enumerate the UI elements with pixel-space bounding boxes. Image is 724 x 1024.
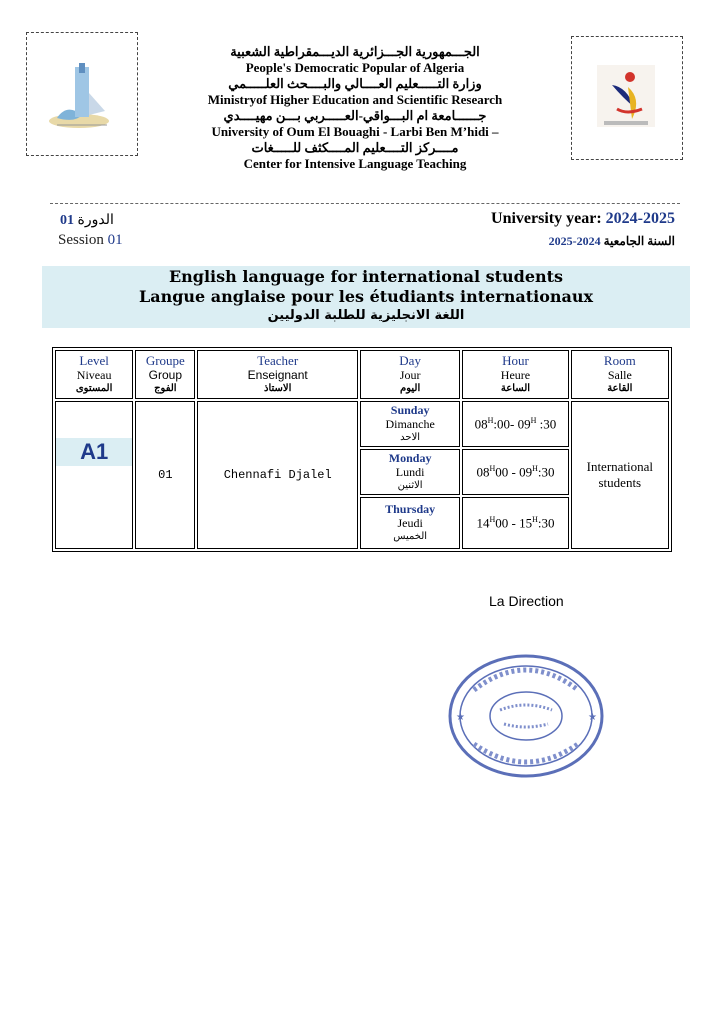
session-label-ar: الدورة bbox=[77, 213, 114, 228]
hour-start: 08 bbox=[476, 464, 490, 480]
header-en: Level bbox=[79, 352, 109, 368]
day-cell-monday bbox=[360, 449, 460, 495]
day-ar: الخميس bbox=[393, 531, 428, 542]
room-cell bbox=[571, 401, 669, 549]
header-divider bbox=[50, 203, 680, 204]
hour-mid: 00 - 09 bbox=[495, 464, 533, 480]
course-title-ar: اللغة الانجليزية للطلبة الدوليين bbox=[267, 308, 465, 323]
header-line-en-1: People's Democratic Popular of Algeria bbox=[245, 60, 465, 75]
day-ar: الاثنين bbox=[397, 480, 423, 491]
header-line-ar-1: الجـــمهورية الجـــزائرية الديـــمقراطية الشعبية bbox=[230, 44, 480, 59]
center-logo-frame bbox=[571, 36, 683, 160]
course-title-fr: Langue anglaise pour les étudiants internationaux bbox=[138, 287, 594, 306]
schedule-header-row bbox=[55, 350, 669, 399]
header-line-ar-4: مــــركز التــــعليم المــــكثف للـــــغات bbox=[251, 140, 459, 155]
level-badge: A1 bbox=[56, 438, 132, 466]
session-number: 01 bbox=[60, 213, 74, 228]
direction-label: La Direction bbox=[489, 593, 564, 609]
header-fr: Group bbox=[148, 367, 183, 382]
day-cell-sunday bbox=[360, 401, 460, 447]
schedule-table bbox=[52, 347, 672, 552]
room-line-2: students bbox=[598, 475, 642, 490]
header-line-en-4: Center for Intensive Language Teaching bbox=[243, 156, 467, 171]
column-header-hour bbox=[462, 350, 568, 399]
level-cell bbox=[55, 401, 133, 549]
hour-start: 14 bbox=[476, 515, 490, 531]
column-header-day bbox=[360, 350, 460, 399]
svg-text:★: ★ bbox=[456, 712, 465, 723]
header-ar: القاعة bbox=[607, 382, 633, 394]
hour-sup: H bbox=[530, 415, 537, 425]
header-fr: Enseignant bbox=[247, 367, 308, 382]
hour-sup: H bbox=[489, 514, 496, 524]
day-fr: Dimanche bbox=[385, 417, 435, 431]
university-year-label: University year: bbox=[491, 210, 602, 227]
header-line-ar-3: جــــــامعة ام البـــواقي-العـــــربي بـــن مهيــــدي bbox=[223, 108, 487, 123]
day-en: Thursday bbox=[385, 502, 436, 516]
hour-end: :30 bbox=[537, 515, 555, 531]
university-year-ar-end: 2025 bbox=[548, 234, 573, 248]
session-number-en: 01 bbox=[107, 232, 123, 248]
hour-sup: H bbox=[532, 514, 538, 524]
header-ar: اليوم bbox=[400, 382, 421, 394]
header-en: Room bbox=[603, 352, 636, 368]
hour-start: 08 bbox=[474, 416, 488, 432]
header-line-en-3: University of Oum El Bouaghi - Larbi Ben M’hidi – bbox=[211, 124, 499, 139]
group-cell: 01 bbox=[135, 401, 195, 549]
header-fr: Niveau bbox=[76, 367, 112, 382]
column-header-group bbox=[135, 350, 195, 399]
session-ar bbox=[60, 212, 114, 229]
room-line-1: International bbox=[586, 459, 654, 474]
header-ar: المستوى bbox=[75, 382, 113, 394]
header-line-ar-2: وزارة التـــــعليم العــــالي والبــــحث العلـــــمي bbox=[228, 76, 482, 91]
university-year-ar bbox=[549, 234, 675, 249]
day-en: Monday bbox=[388, 451, 432, 465]
hour-mid: :00- 09 bbox=[493, 416, 531, 432]
day-en: Sunday bbox=[390, 403, 430, 417]
hour-sup: H bbox=[532, 463, 538, 473]
day-fr: Lundi bbox=[395, 465, 425, 479]
column-header-level bbox=[55, 350, 133, 399]
header-en: Teacher bbox=[257, 352, 299, 368]
session-label-en: Session bbox=[58, 232, 104, 248]
university-year-ar-start: 2024 bbox=[576, 234, 601, 248]
header-en: Day bbox=[399, 352, 421, 368]
hour-sup: H bbox=[489, 463, 496, 473]
hour-cell-monday bbox=[462, 449, 568, 495]
university-logo-frame bbox=[26, 32, 138, 156]
hour-end: :30 bbox=[536, 416, 557, 432]
column-header-teacher bbox=[197, 350, 358, 399]
day-fr: Jeudi bbox=[397, 516, 423, 530]
header-ar: الفوج bbox=[154, 382, 177, 394]
hour-end: :30 bbox=[537, 464, 555, 480]
university-year-ar-dash: - bbox=[572, 234, 577, 248]
session-en bbox=[58, 232, 123, 249]
university-year-value: 2024-2025 bbox=[605, 210, 675, 227]
day-ar: الاحد bbox=[400, 432, 421, 443]
column-header-room bbox=[571, 350, 669, 399]
day-cell-thursday bbox=[360, 497, 460, 549]
header-line-en-2: Ministryof Higher Education and Scientific Research bbox=[207, 92, 503, 107]
institution-header bbox=[150, 44, 560, 172]
university-logo-icon bbox=[27, 33, 137, 155]
university-year bbox=[491, 210, 675, 228]
hour-sup: H bbox=[487, 415, 494, 425]
header-fr: Salle bbox=[607, 367, 632, 382]
svg-text:★: ★ bbox=[588, 712, 597, 723]
teacher-cell: Chennafi Djalel bbox=[197, 401, 358, 549]
hour-mid: 00 - 15 bbox=[495, 515, 533, 531]
course-title-banner bbox=[42, 266, 690, 328]
hour-cell-thursday bbox=[462, 497, 568, 549]
header-ar: الساعة bbox=[500, 382, 531, 394]
university-year-label-ar: السنة الجامعية bbox=[603, 234, 675, 248]
center-logo-icon bbox=[572, 37, 682, 159]
header-en: Hour bbox=[502, 352, 529, 368]
course-title-en: English language for international students bbox=[168, 267, 564, 286]
official-stamp-icon bbox=[444, 650, 606, 782]
header-en: Groupe bbox=[145, 352, 185, 368]
header-fr: Jour bbox=[399, 367, 421, 382]
hour-cell-sunday bbox=[462, 401, 568, 447]
header-fr: Heure bbox=[500, 367, 531, 382]
table-row bbox=[55, 401, 669, 447]
header-ar: الاستاذ bbox=[264, 382, 292, 394]
